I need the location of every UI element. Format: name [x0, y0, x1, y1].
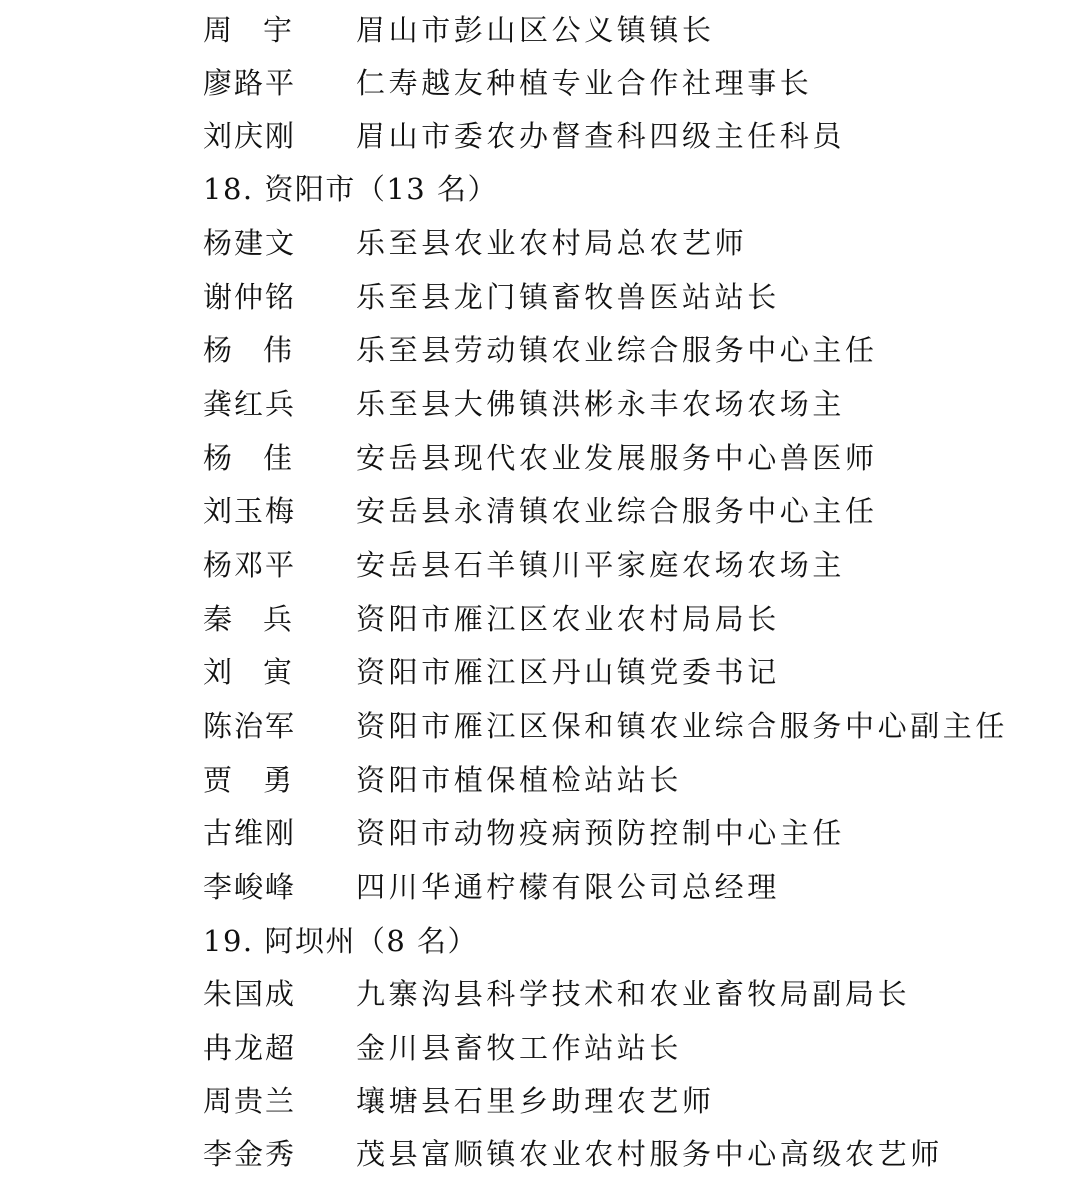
list-item	[0, 484, 1080, 538]
person-title: 九寨沟县科学技术和农业畜牧局副局长	[356, 977, 911, 1011]
list-item	[0, 377, 1080, 431]
list-item	[0, 1127, 1080, 1181]
person-name: 谢仲铭	[203, 280, 297, 314]
person-name: 廖路平	[203, 66, 297, 100]
person-title: 乐至县劳动镇农业综合服务中心主任	[356, 333, 878, 367]
person-title: 资阳市雁江区丹山镇党委书记	[356, 655, 780, 689]
person-name: 古维刚	[203, 816, 297, 850]
person-title: 金川县畜牧工作站站长	[356, 1031, 683, 1065]
list-item	[0, 806, 1080, 860]
person-name: 朱国成	[203, 977, 297, 1011]
person-title: 资阳市动物疫病预防控制中心主任	[356, 816, 846, 850]
person-title: 资阳市雁江区农业农村局局长	[356, 602, 780, 636]
list-item	[0, 967, 1080, 1021]
section-heading-text: 18. 资阳市（13 名）	[203, 172, 498, 206]
person-title: 安岳县石羊镇川平家庭农场农场主	[356, 548, 846, 582]
list-item	[0, 538, 1080, 592]
person-name: 李金秀	[203, 1137, 297, 1171]
person-name: 李峻峰	[203, 870, 297, 904]
list-item	[0, 270, 1080, 324]
list-item	[0, 109, 1080, 163]
person-name: 贾 勇	[203, 763, 293, 797]
list-item	[0, 431, 1080, 485]
person-title: 安岳县现代农业发展服务中心兽医师	[356, 441, 878, 475]
person-title: 乐至县农业农村局总农艺师	[356, 226, 748, 260]
list-item	[0, 323, 1080, 377]
person-title: 壤塘县石里乡助理农艺师	[356, 1084, 715, 1118]
list-item	[0, 699, 1080, 753]
person-name: 陈治军	[203, 709, 297, 743]
person-name: 杨 佳	[203, 441, 293, 475]
person-title: 茂县富顺镇农业农村服务中心高级农艺师	[356, 1137, 943, 1171]
person-title: 乐至县大佛镇洪彬永丰农场农场主	[356, 387, 846, 421]
person-name: 周 宇	[203, 13, 293, 47]
list-item	[0, 1074, 1080, 1128]
section-heading	[0, 162, 1080, 216]
person-title: 资阳市植保植检站站长	[356, 763, 683, 797]
person-title: 仁寿越友种植专业合作社理事长	[356, 66, 813, 100]
list-item	[0, 592, 1080, 646]
person-name: 杨建文	[203, 226, 297, 260]
section-heading-text: 19. 阿坝州（8 名）	[203, 924, 479, 958]
person-title: 资阳市雁江区保和镇农业综合服务中心副主任	[356, 709, 1009, 743]
person-name: 杨邓平	[203, 548, 297, 582]
person-name: 冉龙超	[203, 1031, 297, 1065]
person-title: 眉山市彭山区公义镇镇长	[356, 13, 715, 47]
list-item	[0, 860, 1080, 914]
person-name: 刘庆刚	[203, 119, 297, 153]
person-name: 刘玉梅	[203, 494, 297, 528]
list-item	[0, 216, 1080, 270]
person-title: 眉山市委农办督查科四级主任科员	[356, 119, 846, 153]
list-item	[0, 645, 1080, 699]
person-name: 杨 伟	[203, 333, 293, 367]
person-name: 刘 寅	[203, 655, 293, 689]
list-item	[0, 56, 1080, 110]
section-heading	[0, 914, 1080, 968]
person-title: 安岳县永清镇农业综合服务中心主任	[356, 494, 878, 528]
person-name: 龚红兵	[203, 387, 297, 421]
person-name: 周贵兰	[203, 1084, 297, 1118]
person-name: 秦 兵	[203, 602, 293, 636]
list-item	[0, 753, 1080, 807]
list-item	[0, 1021, 1080, 1075]
person-title: 乐至县龙门镇畜牧兽医站站长	[356, 280, 780, 314]
person-title: 四川华通柠檬有限公司总经理	[356, 870, 780, 904]
list-item	[0, 3, 1080, 57]
